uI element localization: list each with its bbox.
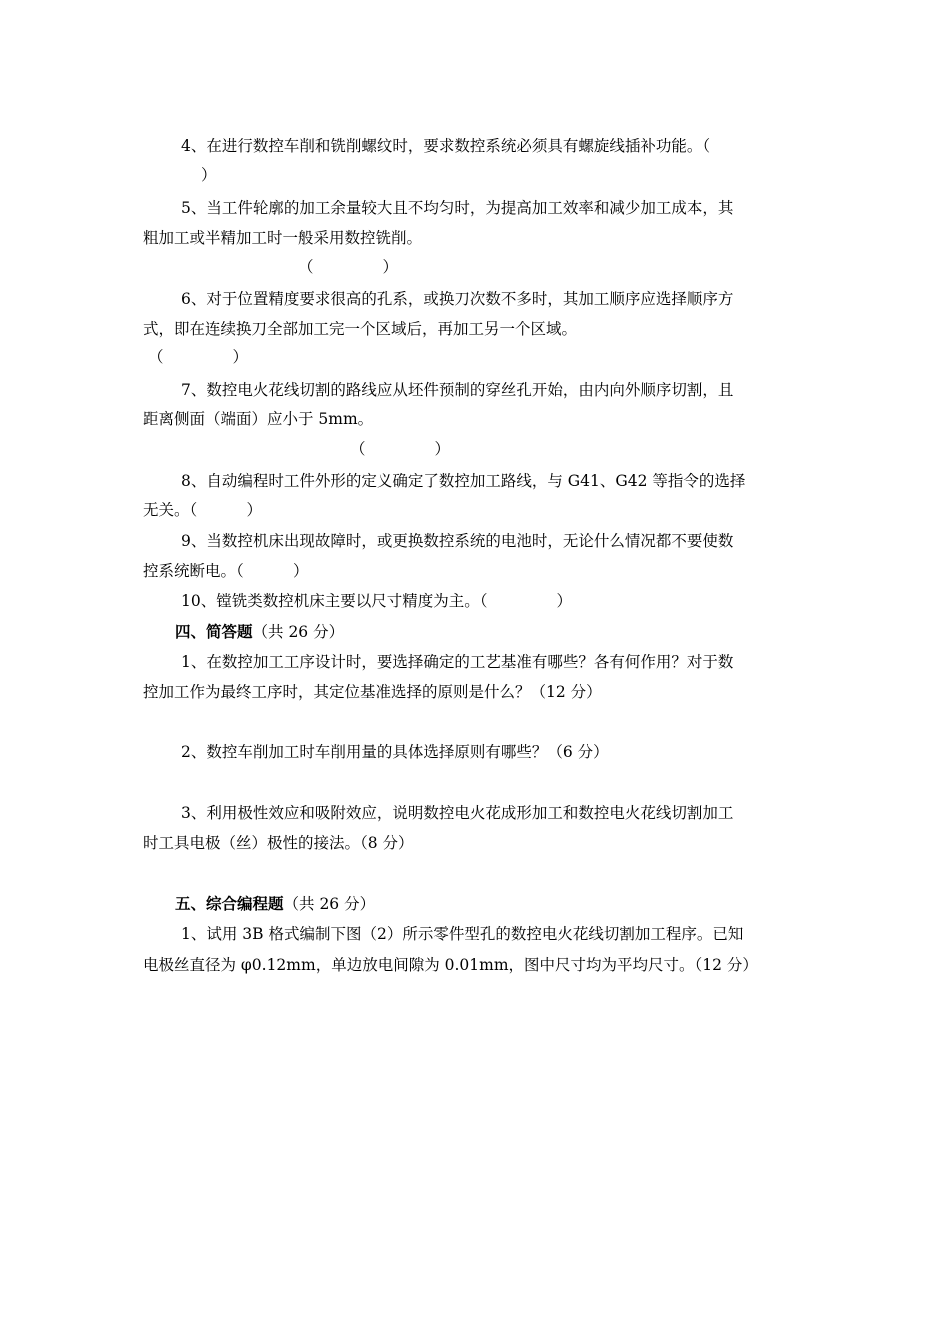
s4-q3-line-1: 3、利用极性效应和吸附效应，说明数控电火花成形加工和数控电火花线切割加工 xyxy=(181,804,734,822)
q4-answer-blank[interactable]: ） xyxy=(201,166,217,184)
s5-q1-line-2: 电极丝直径为 φ0.12mm，单边放电间隙为 0.01mm，图中尺寸均为平均尺寸。（12 分） xyxy=(143,956,758,974)
q5-line-2: 粗加工或半精加工时一般采用数控铣削。 xyxy=(143,229,423,247)
q7-answer-blank[interactable]: （ ） xyxy=(350,440,450,458)
s4-q3-line-2: 时工具电极（丝）极性的接法。（8 分） xyxy=(143,834,414,852)
section4-score: （共 26 分） xyxy=(252,623,345,641)
section5-heading xyxy=(175,894,375,914)
q6-line-2: 式，即在连续换刀全部加工完一个区域后，再加工另一个区域。 xyxy=(143,320,578,338)
q7-line-2: 距离侧面（端面）应小于 5mm。 xyxy=(143,410,374,428)
s4-q1-line-2: 控加工作为最终工序时，其定位基准选择的原则是什么？（12 分） xyxy=(143,683,602,701)
section5-title: 五、综合编程题 xyxy=(175,894,284,913)
q5-line-1: 5、当工件轮廓的加工余量较大且不均匀时，为提高加工效率和减少加工成本，其 xyxy=(181,199,734,217)
section4-heading xyxy=(175,622,344,642)
q7-line-1: 7、数控电火花线切割的路线应从坯件预制的穿丝孔开始，由内向外顺序切割，且 xyxy=(181,381,734,399)
s4-q1-line-1: 1、在数控加工工序设计时，要选择确定的工艺基准有哪些？各有何作用？对于数 xyxy=(181,653,734,671)
section4-title: 四、简答题 xyxy=(175,622,253,641)
s4-q2-line-1: 2、数控车削加工时车削用量的具体选择原则有哪些？（6 分） xyxy=(181,743,609,761)
q6-line-1: 6、对于位置精度要求很高的孔系，或换刀次数不多时，其加工顺序应选择顺序方 xyxy=(181,290,734,308)
q8-line-2: 无关。（ ） xyxy=(143,501,263,519)
q9-line-1: 9、当数控机床出现故障时，或更换数控系统的电池时，无论什么情况都不要使数 xyxy=(181,532,734,550)
q9-line-2: 控系统断电。（ ） xyxy=(143,562,309,580)
q4-line-1: 4、在进行数控车削和铣削螺纹时，要求数控系统必须具有螺旋线插补功能。（ xyxy=(181,137,711,155)
section5-score: （共 26 分） xyxy=(283,895,376,913)
s5-q1-line-1: 1、试用 3B 格式编制下图（2）所示零件型孔的数控电火花线切割加工程序。已知 xyxy=(181,925,744,943)
q8-line-1: 8、自动编程时工件外形的定义确定了数控加工路线，与 G41、G42 等指令的选择 xyxy=(181,472,746,490)
q6-answer-blank[interactable]: （ ） xyxy=(148,348,248,366)
q5-answer-blank[interactable]: （ ） xyxy=(298,258,398,276)
q10-line-1: 10、镗铣类数控机床主要以尺寸精度为主。（ ） xyxy=(181,592,572,610)
